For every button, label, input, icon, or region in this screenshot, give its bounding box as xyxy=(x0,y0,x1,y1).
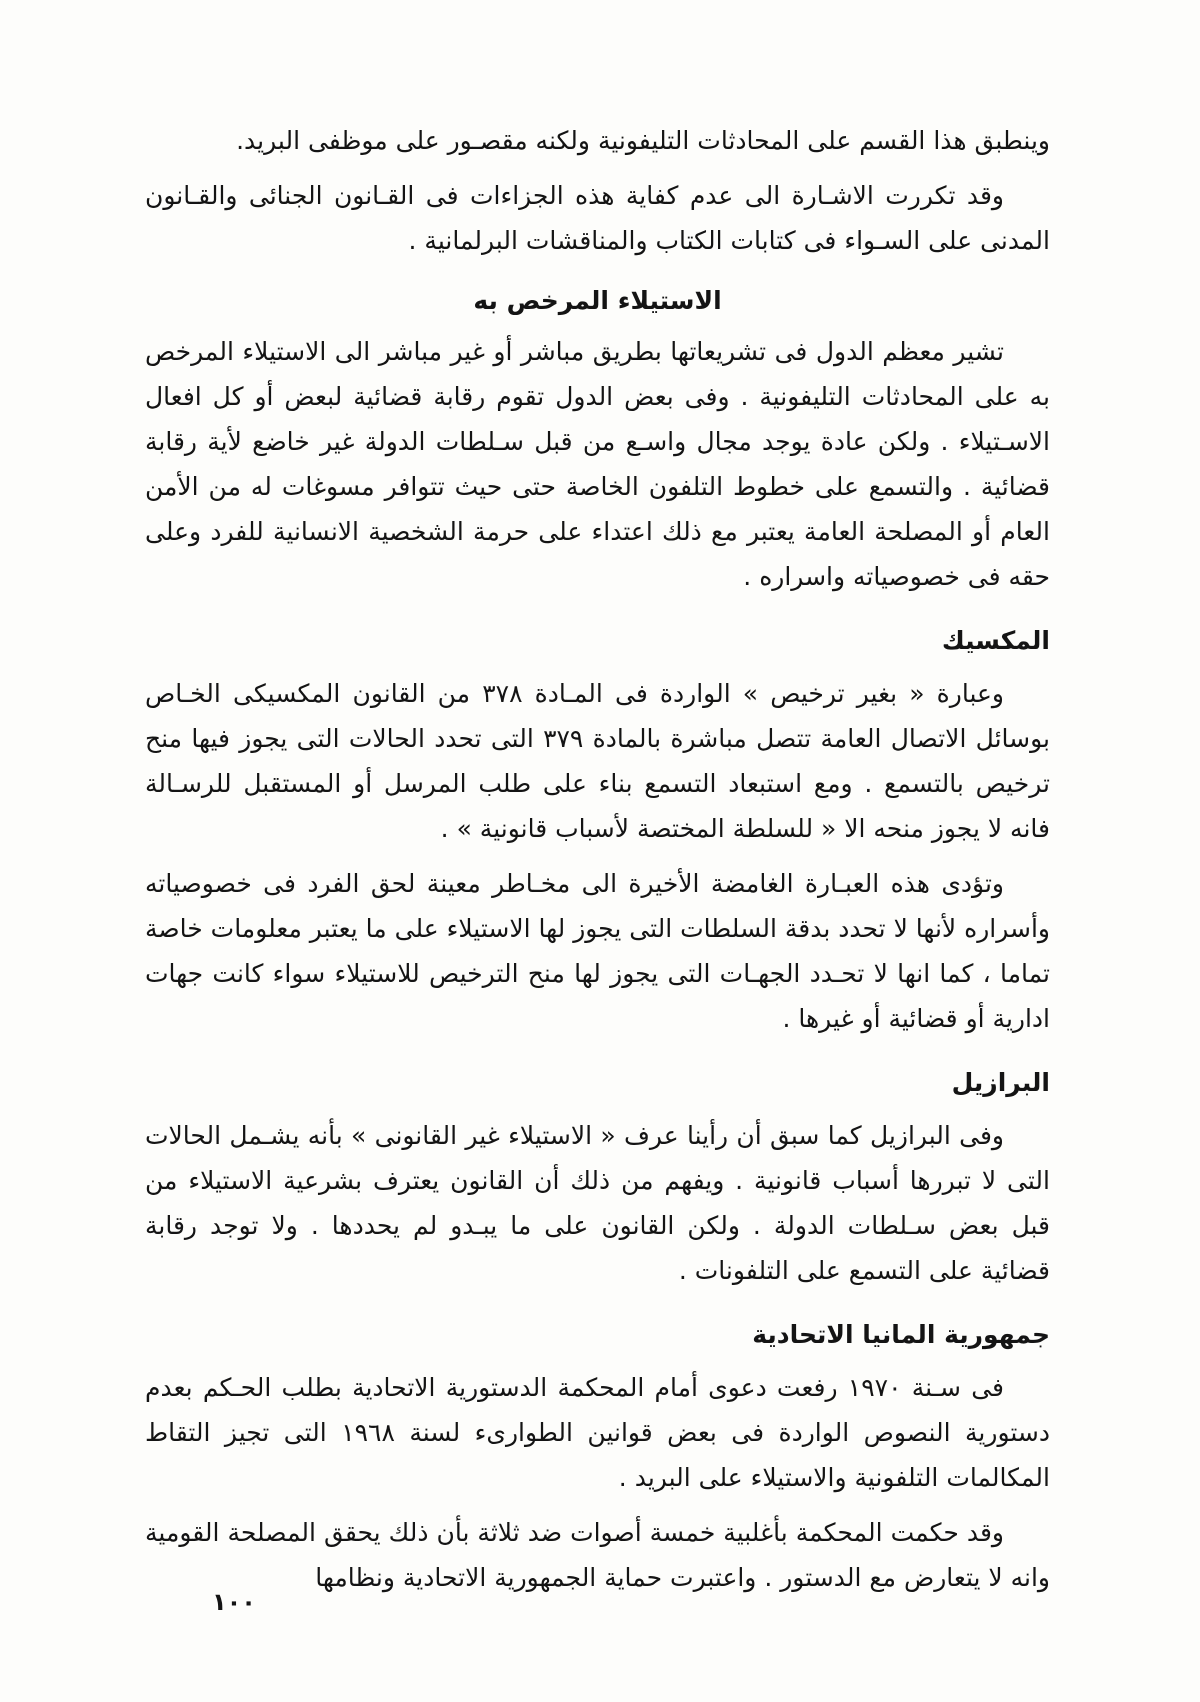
heading-germany: جمهورية المانيا الاتحادية xyxy=(752,1320,1050,1349)
paragraph-brazil: وفى البرازيل كما سبق أن رأينا عرف « الاستيلاء غير القانونى » بأنه يشـمل الحالات التى لا تبررها أسباب قانونية . ويفهم من ذلك أن القانون يعترف بشرعية الاستيلاء من قبل بعض سـلطات الدولة . ولكن القانون على ما يبـدو لم يحددها . ولا توجد رقابة قضائية على التسمع على التلفونات . xyxy=(145,1121,1050,1285)
page-number: ١٠٠ xyxy=(212,1588,256,1616)
paragraph-mexico-risks: وتؤدى هذه العبـارة الغامضة الأخيرة الى مخـاطر معينة لحق الفرد فى خصوصياته وأسراره لأنها لا تحدد بدقة السلطات التى يجوز لها الاستيلاء على ما يعتبر معلومات خاصة تماما ، كما انها لا تحـدد الجهـات التى يجوز لها منح الترخيص للاستيلاء سواء كانت جهات ادارية أو قضائية أو غيرها . xyxy=(145,869,1050,1033)
paragraph-postal-employees: وينطبق هذا القسم على المحادثات التليفونية ولكنه مقصـور على موظفى البريد. xyxy=(236,126,1050,155)
paragraph-insufficient-penalties: وقد تكررت الاشـارة الى عدم كفاية هذه الجزاءات فى القـانون الجنائى والقـانون المدنى على السـواء فى كتابات الكتاب والمناقشات البرلمانية . xyxy=(145,181,1050,255)
page-body xyxy=(145,118,1050,1610)
paragraph-germany-case: فى سـنة ١٩٧٠ رفعت دعوى أمام المحكمة الدستورية الاتحادية بطلب الحـكم بعدم دستورية النصوص الواردة فى بعض قوانين الطوارىء لسنة ١٩٦٨ التى تجيز التقاط المكالمات التلفونية والاستيلاء على البريد . xyxy=(145,1373,1050,1492)
heading-brazil: البرازيل xyxy=(951,1068,1050,1097)
heading-authorized-interception: الاستيلاء المرخص به xyxy=(473,286,722,315)
paragraph-authorized-interception: تشير معظم الدول فى تشريعاتها بطريق مباشر أو غير مباشر الى الاستيلاء المرخص به على المحادثات التليفونية . وفى بعض الدول تقوم رقابة قضائية لبعض أو كل افعال الاسـتيلاء . ولكن عادة يوجد مجال واسـع من قبل سـلطات الدولة غير خاضع لأية رقابة قضائية . والتسمع على خطوط التلفون الخاصة حتى حيث تتوافر مسوغات له من الأمن العام أو المصلحة العامة يعتبر مع ذلك اعتداء على حرمة الشخصية الانسانية للفرد وعلى حقه فى خصوصياته واسراره . xyxy=(145,337,1050,591)
heading-mexico: المكسيك xyxy=(941,626,1050,655)
paragraph-mexico-article: وعبارة « بغير ترخيص » الواردة فى المـادة ٣٧٨ من القانون المكسيكى الخـاص بوسائل الاتصال العامة تتصل مباشرة بالمادة ٣٧٩ التى تحدد الحالات التى يجوز فيها منح ترخيص بالتسمع . ومع استبعاد التسمع بناء على طلب المرسل أو المستقبل للرسـالة فانه لا يجوز منحه الا « للسلطة المختصة لأسباب قانونية » . xyxy=(145,679,1050,843)
paragraph-germany-ruling: وقد حكمت المحكمة بأغلبية خمسة أصوات ضد ثلاثة بأن ذلك يحقق المصلحة القومية وانه لا يتعارض مع الدستور . واعتبرت حماية الجمهورية الاتحادية ونظامها xyxy=(145,1518,1050,1592)
